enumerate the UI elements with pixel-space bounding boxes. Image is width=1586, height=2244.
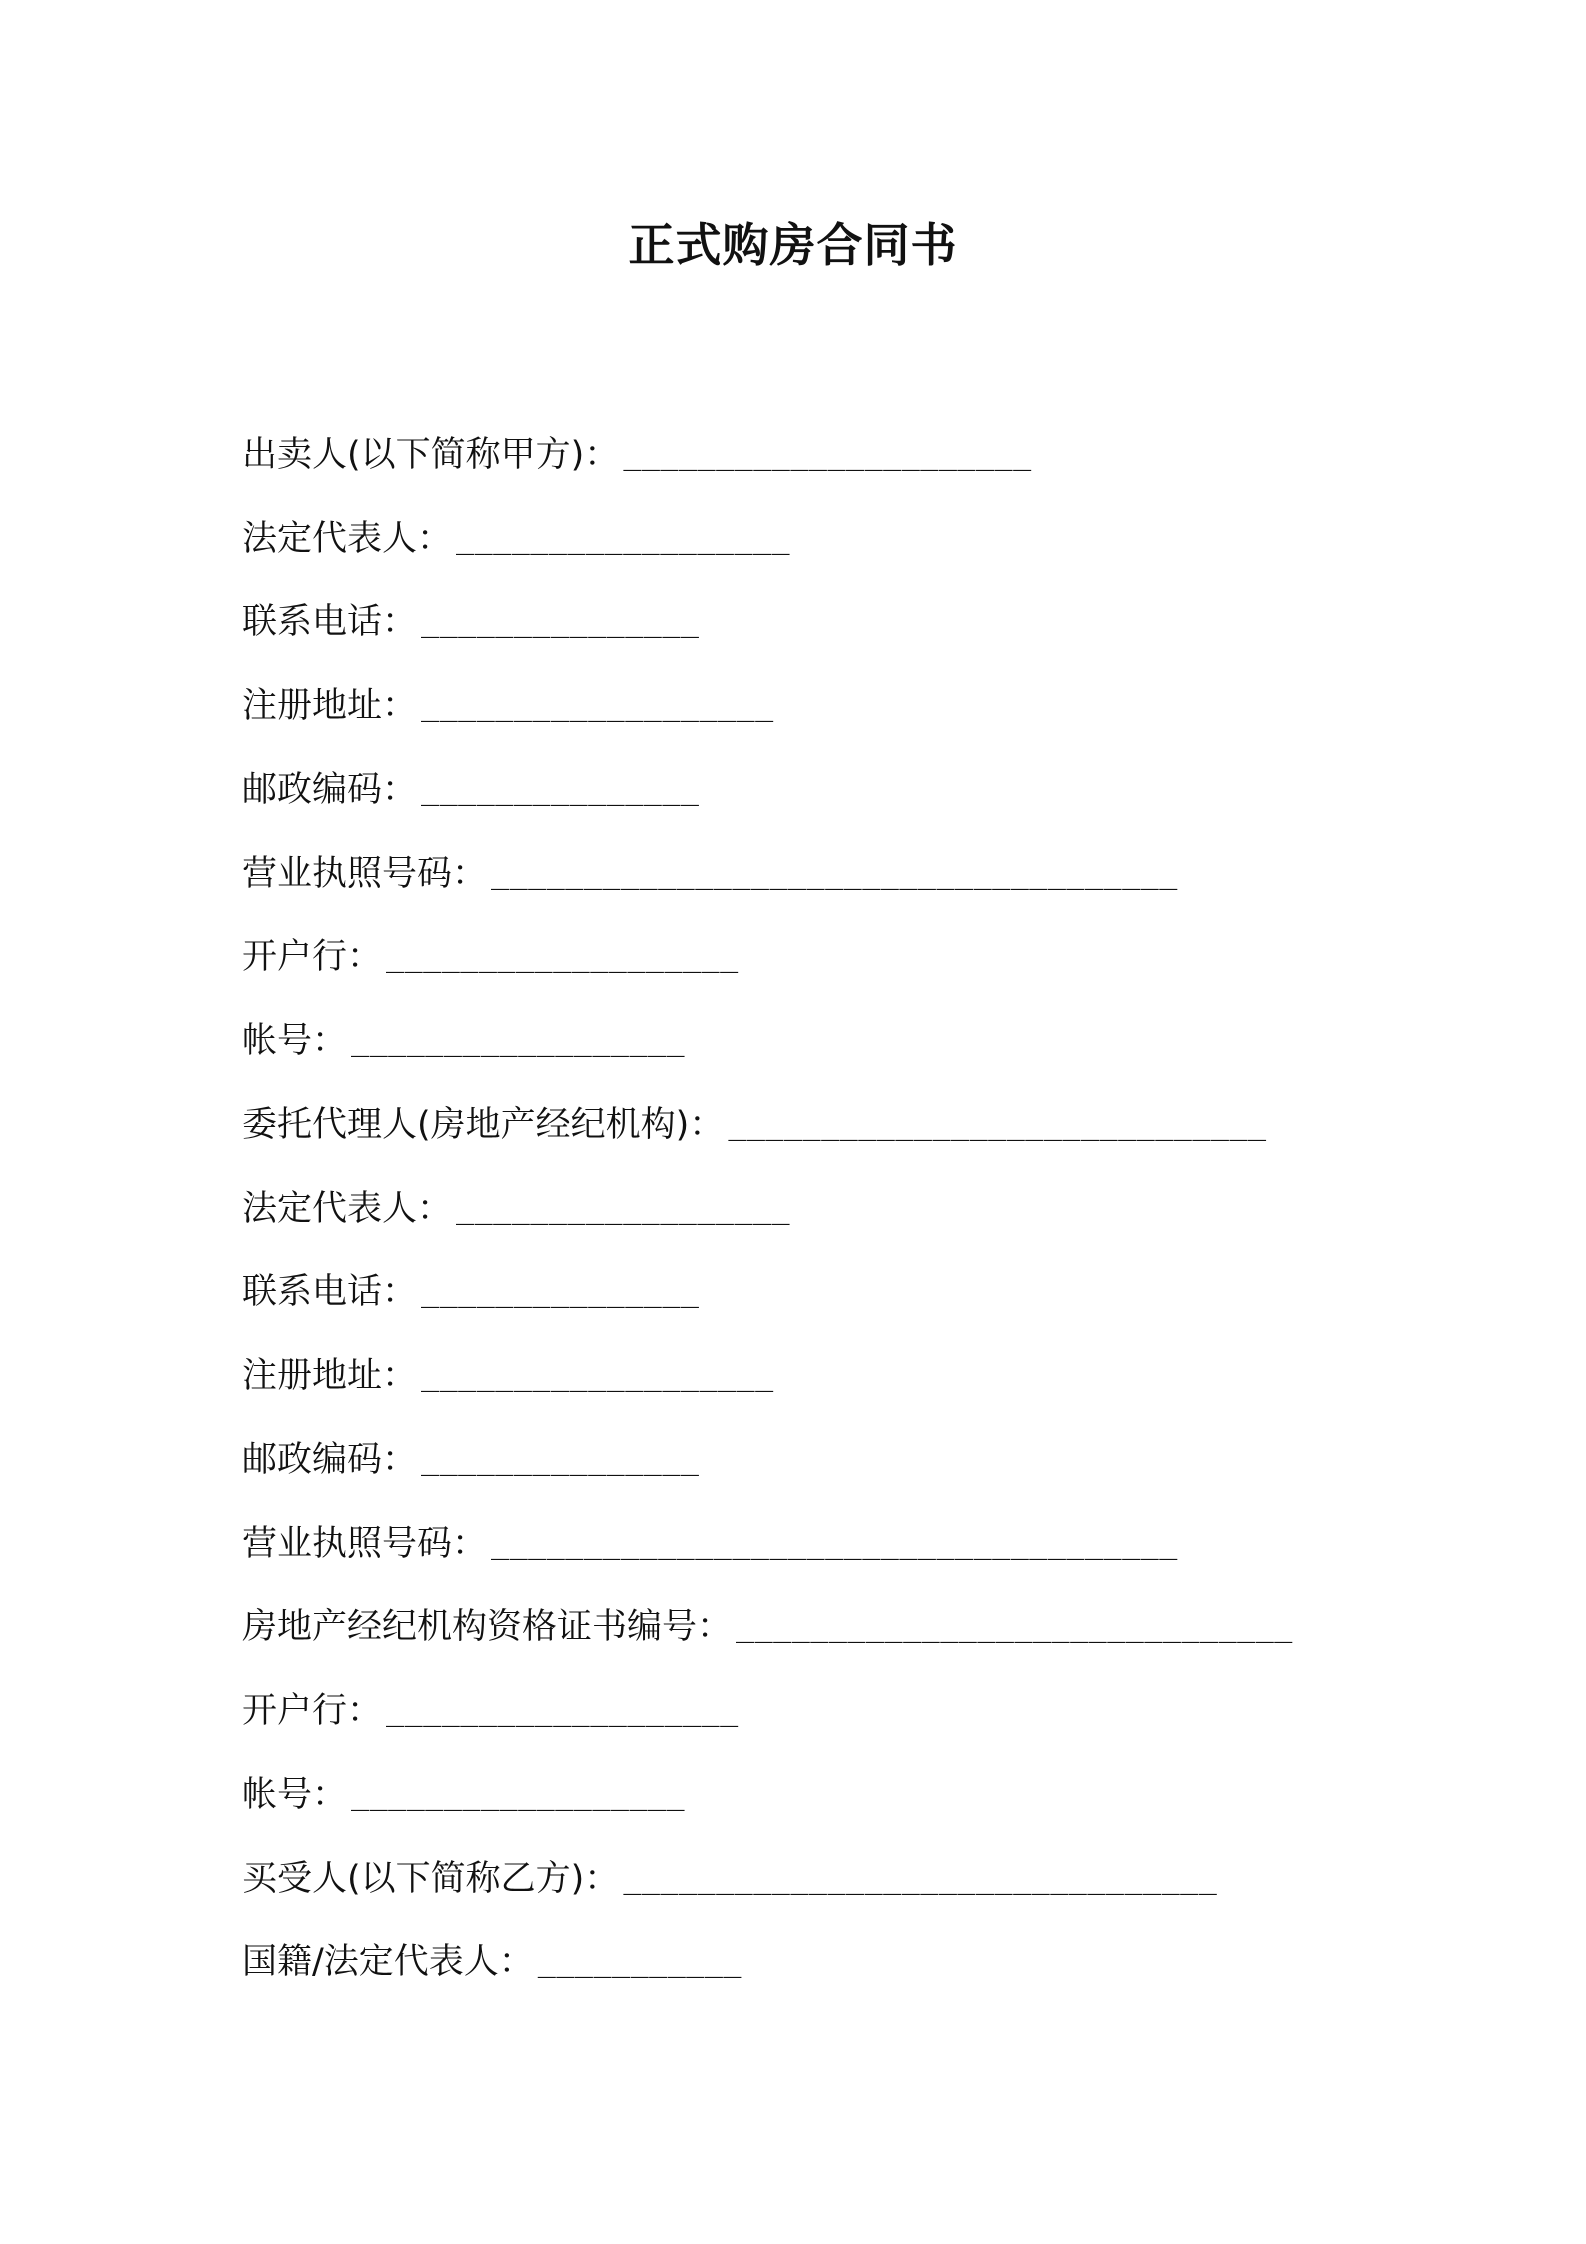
field-label: 法定代表人： <box>242 1188 453 1229</box>
field-blank: ___________ <box>537 1944 742 1980</box>
field-label: 邮政编码： <box>242 769 418 810</box>
field-agent-bank <box>242 1669 1442 1753</box>
field-label: 注册地址： <box>242 686 418 727</box>
field-agent-certificate <box>242 1586 1442 1670</box>
field-label: 国籍/法定代表人： <box>242 1942 534 1983</box>
field-blank: __________________ <box>456 1190 791 1226</box>
field-blank: ___________________ <box>386 1693 739 1729</box>
field-buyer-nationality <box>242 1921 1442 2005</box>
field-agent-license <box>242 1502 1442 1586</box>
field-agent-account <box>242 1753 1442 1837</box>
field-agent-address <box>242 1334 1442 1418</box>
field-blank: _______________ <box>421 771 700 807</box>
field-label: 帐号： <box>242 1021 348 1062</box>
field-seller-phone <box>242 581 1442 665</box>
field-seller-postcode <box>242 748 1442 832</box>
field-blank: ___________________ <box>386 939 739 975</box>
field-seller-license <box>242 832 1442 916</box>
field-buyer <box>242 1837 1442 1921</box>
field-blank: __________________ <box>351 1776 686 1812</box>
field-label: 法定代表人： <box>242 518 453 559</box>
field-label: 开户行： <box>242 937 383 978</box>
field-label: 买受人(以下简称乙方)： <box>242 1858 620 1899</box>
field-agent-postcode <box>242 1418 1442 1502</box>
field-blank: _____________________________________ <box>491 1525 1178 1561</box>
field-blank: ___________________ <box>421 1358 774 1394</box>
field-blank: _____________________________________ <box>491 855 1178 891</box>
contract-fields <box>242 413 1442 2004</box>
field-agent <box>242 1083 1442 1167</box>
field-label: 委托代理人(房地产经纪机构)： <box>242 1104 725 1145</box>
field-label: 邮政编码： <box>242 1439 418 1480</box>
document-title: 正式购房合同书 <box>628 218 958 272</box>
field-label: 房地产经纪机构资格证书编号： <box>242 1607 733 1648</box>
field-seller-legal-rep <box>242 497 1442 581</box>
field-blank: ________________________________ <box>623 1860 1218 1896</box>
field-seller-address <box>242 664 1442 748</box>
field-blank: ______________________ <box>623 436 1032 472</box>
field-label: 联系电话： <box>242 1272 418 1313</box>
field-label: 出卖人(以下简称甲方)： <box>242 434 620 475</box>
field-blank: __________________ <box>456 520 791 556</box>
field-label: 注册地址： <box>242 1356 418 1397</box>
field-label: 开户行： <box>242 1691 383 1732</box>
field-label: 帐号： <box>242 1774 348 1815</box>
field-blank: _______________ <box>421 604 700 640</box>
field-blank: __________________ <box>351 1023 686 1059</box>
field-seller <box>242 413 1442 497</box>
field-seller-bank <box>242 916 1442 1000</box>
field-label: 联系电话： <box>242 602 418 643</box>
field-blank: ______________________________ <box>736 1609 1293 1645</box>
field-agent-phone <box>242 1251 1442 1335</box>
field-blank: ___________________ <box>421 688 774 724</box>
field-blank: _______________ <box>421 1441 700 1477</box>
field-seller-account <box>242 999 1442 1083</box>
field-agent-legal-rep <box>242 1167 1442 1251</box>
field-blank: _______________ <box>421 1274 700 1310</box>
field-label: 营业执照号码： <box>242 1523 488 1564</box>
field-blank: _____________________________ <box>728 1106 1267 1142</box>
field-label: 营业执照号码： <box>242 853 488 894</box>
